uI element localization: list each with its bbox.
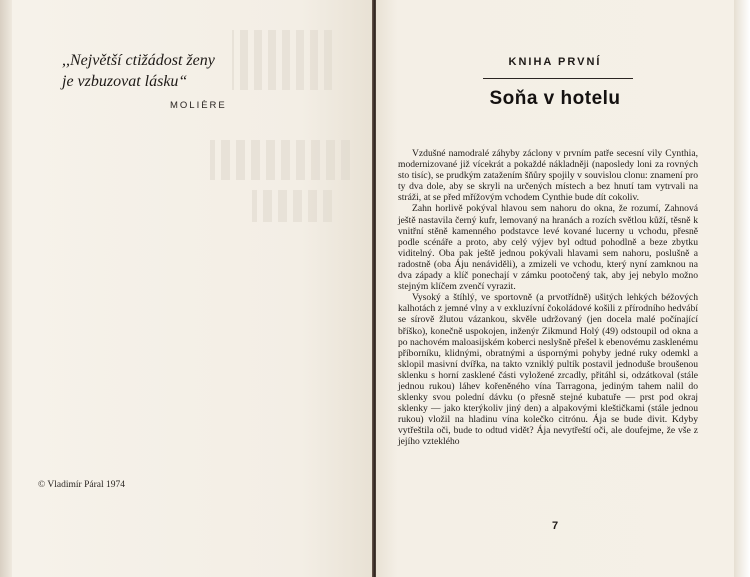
page-edge-right [734, 0, 750, 577]
paragraph: Vysoký a štíhlý, ve sportovně (a prvotřídně) ušitých lehkých béžových kalhotách z jemné vlny a v exkluzívní čokoládové košili z přírodního hedvábí se sírově žlutou vázankou, skvěle udržovaný (jen docela malé počínající bříško), konečně uspokojen, inženýr Zikmund Holý (49) odstoupil od okna a po nachovém maloasijském koberci neslyšně přešel k ebenovému zasklenému příborníku, klidnými, obratnými a úspornými pohyby jedné ruky odemkl a sklopil masivní dvířka, na takto vzniklý pultík postavil jednoduše broušenou sklenku s horní zasklené části vyložené zrcadly, přitáhl si, odzátkoval (stále jednou rukou) láhev kořeněného vína Tarragona, jediným tahem nalil do sklenky svou polední dávku (o přesně stejné kubatuře — prst pod okraj sklenky — jako kterýkoliv jiný den) a alpakovými kleštičkami (stále jednou rukou) vložil na hladinu vína kolečko citrónu. Ája se bude divit. Kdyby vytřeštila oči, bude to odtud vidět? Ája nevytřeští oči, ale doufejme, že vše z jejího vzteklého [398, 292, 698, 448]
epigraph [62, 50, 312, 92]
page-number: 7 [551, 520, 559, 532]
paragraph: Zahn horlivě pokýval hlavou sem nahoru do okna, že rozumí, Zahnová ještě nastavila černý kufr, lemovaný na hranách a rozích světlou kůží, těsně k vnitřní stěně kamenného podstavce levé kované lucerny u vchodu, přesně podle scénáře a proto, aby celý výjev byl odtud pohodlně a beze zbytku viditelný. Oba pak ještě jednou pokývali hlavami sem nahoru, poslušně a radostně (oba Áju nenáviděli), a zmizeli ve vchodu, který nyní zamknou na dva západy a klíč ponechají v zámku pootočený tak, aby jej nebylo možno stejným klíčem zvenčí vyrazit. [398, 203, 698, 293]
epigraph-author: MOLIÈRE [170, 100, 227, 111]
body-text [398, 148, 698, 448]
epigraph-line-1: ,,Největší ctižádost ženy [62, 52, 215, 69]
chapter-title: Soňa v hotelu [489, 88, 621, 109]
show-through-decoration-3 [252, 190, 332, 222]
header-rule [483, 78, 633, 79]
show-through-decoration-2 [210, 140, 350, 180]
page-edge-left [0, 0, 12, 577]
copyright-notice: © Vladimír Páral 1974 [38, 480, 125, 490]
epigraph-line-2: je vzbuzovat lásku“ [62, 73, 188, 90]
paragraph: Vzdušné namodralé záhyby záclony v prvním patře secesní vily Cynthia, modernizované již vícekrát a pokaždé nákladněji (naposledy loni za rovných sto tisíc), se prudkým zatažením šňůry spojily v souvislou clonu: znamení pro ty dva dole, aby se skryli na určených místech a bez hnutí tam vytrvali na stráži, at se před mřížovým vchodem Cynthie bude dít cokoliv. [398, 148, 698, 204]
book-part-label: KNIHA PRVNÍ [508, 56, 602, 68]
